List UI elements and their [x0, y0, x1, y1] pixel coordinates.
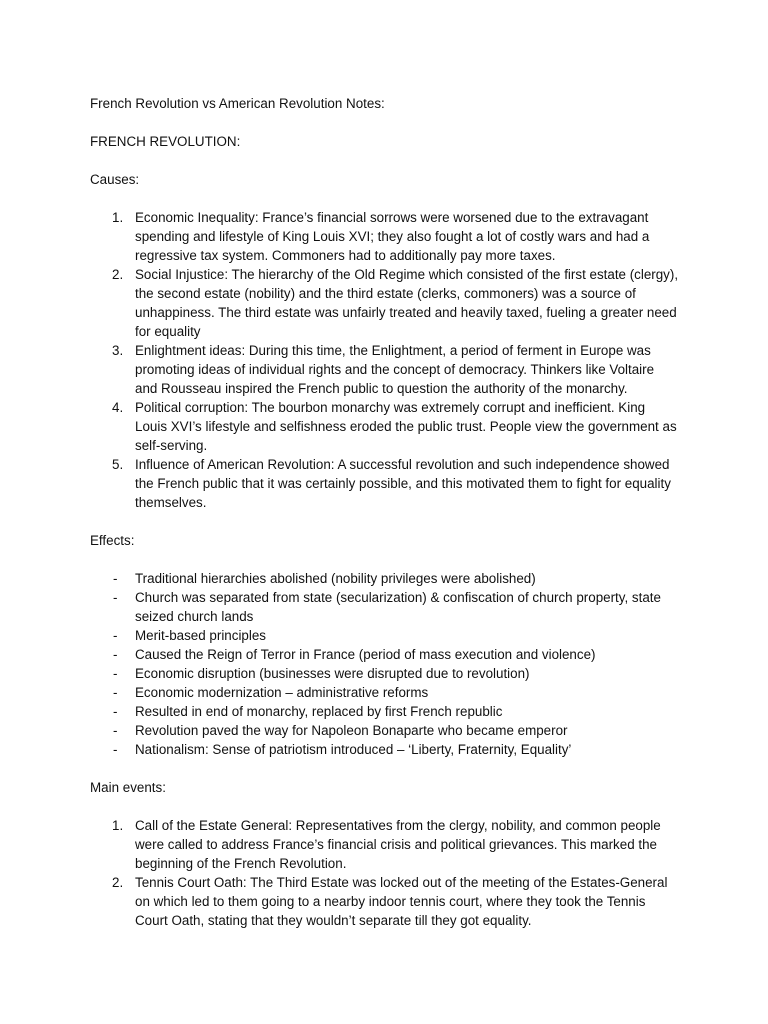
effects-list	[90, 569, 680, 759]
effects-label: Effects:	[90, 533, 135, 548]
list-number: 1.	[112, 210, 124, 225]
dash-bullet: -	[113, 685, 118, 700]
list-item-text: Influence of American Revolution: A successful revolution and such independence showed the French public that it was certainly possible, and this motivated them to fight for equality themselves.	[135, 457, 671, 510]
list-item-text: Political corruption: The bourbon monarchy was extremely corrupt and inefficient. King Louis XVI’s lifestyle and selfishness eroded the public trust. People view the government as self-serving.	[135, 400, 677, 453]
main-events-label: Main events:	[90, 780, 166, 795]
list-item	[90, 645, 680, 664]
list-item-text: Economic Inequality: France’s financial sorrows were worsened due to the extravagant spending and lifestyle of King Louis XVI; they also fought a lot of costly wars and had a regressive tax system. Commoners had to additionally pay more taxes.	[135, 210, 650, 263]
list-item	[90, 873, 680, 930]
dash-bullet: -	[113, 723, 118, 738]
list-item-text: Merit-based principles	[135, 628, 266, 643]
list-item	[90, 398, 680, 455]
dash-bullet: -	[113, 590, 118, 605]
list-item-text: Call of the Estate General: Representatives from the clergy, nobility, and common people were called to address France’s financial crisis and political grievances. This marked the beginning of the French Revolution.	[135, 818, 661, 871]
dash-bullet: -	[113, 742, 118, 757]
list-item-text: Enlightment ideas: During this time, the Enlightment, a period of ferment in Europe was promoting ideas of individual rights and the concept of democracy. Thinkers like Voltaire and Rousseau inspired the French public to question the authority of the monarchy.	[135, 343, 655, 396]
dash-bullet: -	[113, 571, 118, 586]
section-heading: FRENCH REVOLUTION:	[90, 134, 241, 149]
list-number: 2.	[112, 875, 124, 890]
list-item-text: Traditional hierarchies abolished (nobility privileges were abolished)	[135, 571, 536, 586]
dash-bullet: -	[113, 704, 118, 719]
list-item	[90, 208, 680, 265]
dash-bullet: -	[113, 647, 118, 662]
list-number: 4.	[112, 400, 124, 415]
list-item	[90, 683, 680, 702]
list-item	[90, 702, 680, 721]
list-item	[90, 265, 680, 341]
list-item-text: Nationalism: Sense of patriotism introduced – ‘Liberty, Fraternity, Equality’	[135, 742, 572, 757]
list-item	[90, 816, 680, 873]
causes-label: Causes:	[90, 172, 140, 187]
list-item-text: Tennis Court Oath: The Third Estate was locked out of the meeting of the Estates-General on which led to them going to a nearby indoor tennis court, where they took the Tennis Court Oath, stating that they wouldn’t separate till they got equality.	[135, 875, 668, 928]
list-item	[90, 740, 680, 759]
list-item-text: Revolution paved the way for Napoleon Bonaparte who became emperor	[135, 723, 568, 738]
document-body	[90, 94, 680, 930]
list-item-text: Resulted in end of monarchy, replaced by first French republic	[135, 704, 503, 719]
list-number: 2.	[112, 267, 124, 282]
list-item	[90, 569, 680, 588]
list-item	[90, 626, 680, 645]
dash-bullet: -	[113, 666, 118, 681]
list-item-text: Church was separated from state (secularization) & confiscation of church property, state seized church lands	[135, 590, 661, 624]
list-item-text: Caused the Reign of Terror in France (period of mass execution and violence)	[135, 647, 596, 662]
list-number: 5.	[112, 457, 124, 472]
list-number: 1.	[112, 818, 124, 833]
list-item-text: Social Injustice: The hierarchy of the Old Regime which consisted of the first estate (clergy), the second estate (nobility) and the third estate (clerks, commoners) was a source of unhappiness. The third estate was unfairly treated and heavily taxed, fueling a greater need for equality	[135, 267, 679, 339]
list-item-text: Economic modernization – administrative reforms	[135, 685, 429, 700]
dash-bullet: -	[113, 628, 118, 643]
list-item	[90, 721, 680, 740]
list-number: 3.	[112, 343, 124, 358]
causes-list	[90, 208, 680, 512]
list-item	[90, 455, 680, 512]
list-item	[90, 341, 680, 398]
list-item-text: Economic disruption (businesses were disrupted due to revolution)	[135, 666, 530, 681]
list-item	[90, 664, 680, 683]
main-events-list	[90, 816, 680, 930]
document-title: French Revolution vs American Revolution Notes:	[90, 96, 385, 111]
list-item	[90, 588, 680, 626]
